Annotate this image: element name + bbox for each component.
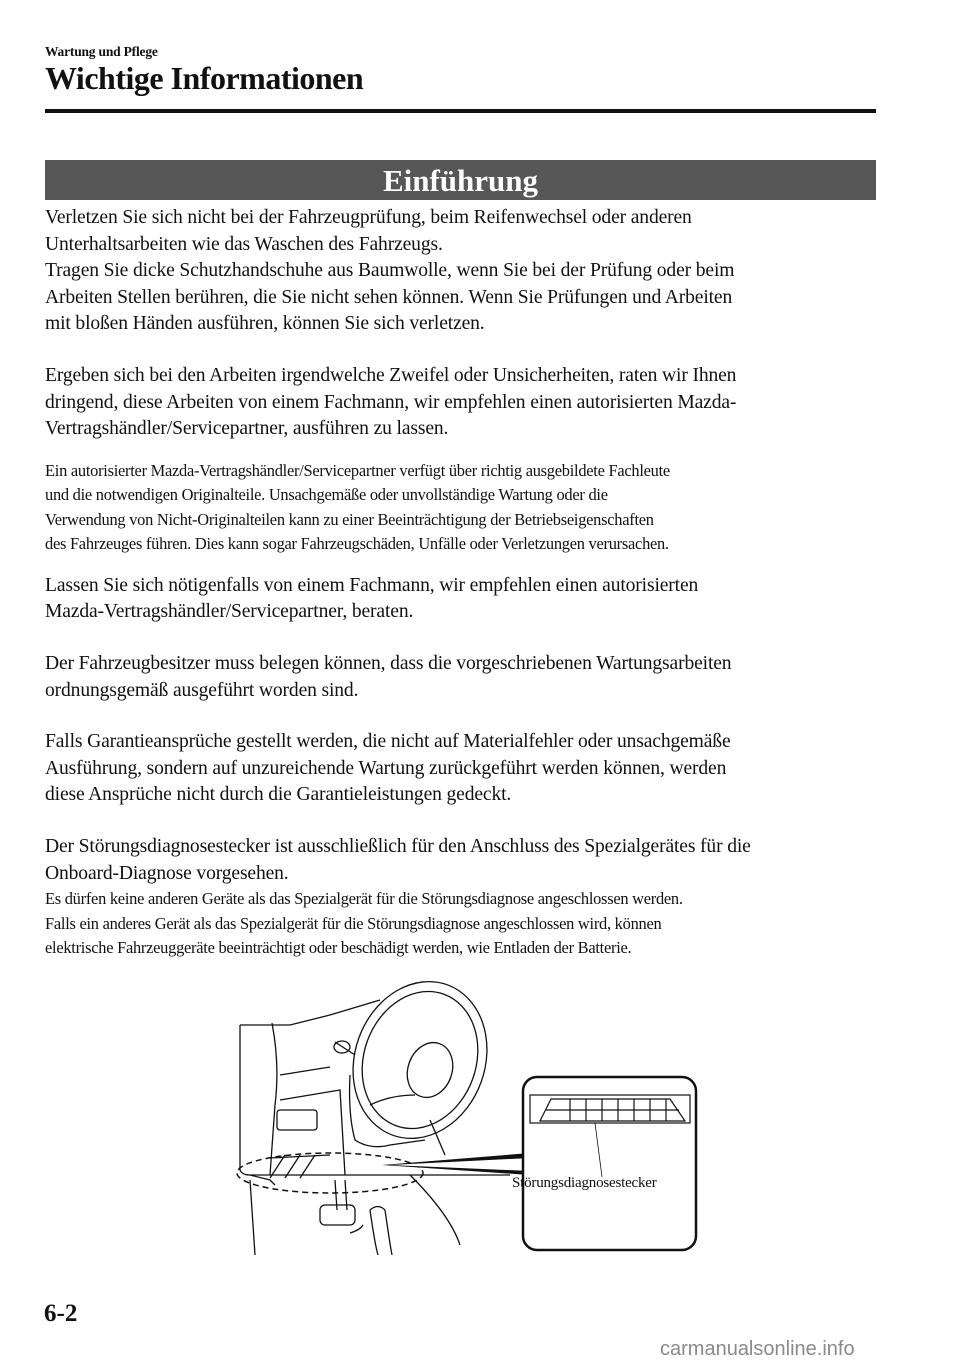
paragraph-diagnosis-connector: Der Störungsdiagnosestecker ist ausschließlich für den Anschluss des Spezialgerätes für die Onboard-Diagnose vorgesehen.	[45, 835, 751, 884]
page-title: Wichtige Informationen	[45, 60, 364, 96]
paragraph-dealer: Ein autorisierter Mazda-Vertragshändler/Servicepartner verfügt über richtig ausgebildete Fachleute und die notwendigen Originalteile. Unsachgemäße oder unvollständige Wartung oder die Verwendung von Nicht-Originalteilen kann zu einer Beeinträchtigung der Betriebseigenschaften des Fahrzeuges führen. Dies kann sogar Fahrzeugschäden, Unfälle oder Verletzungen verursachen.	[45, 460, 670, 554]
paragraph-doubts: Ergeben sich bei den Arbeiten irgendwelche Zweifel oder Unsicherheiten, raten wir Ihnen dringend, diese Arbeiten von einem Fachmann, wir empfehlen einen autorisierten Mazda- Vertragshändler/Servicepartner, ausführen zu lassen.	[45, 364, 737, 440]
paragraph-diagnosis-warning: Es dürfen keine anderen Geräte als das Spezialgerät für die Störungsdiagnose angeschlossen werden. Falls ein anderes Gerät als das Spezialgerät für die Störungsdiagnose angeschlossen wird, können elektrische Fahrzeuggeräte beeinträchtigt oder beschädigt werden, wie Entladen der Batterie.	[45, 889, 683, 958]
dashboard-illustration	[230, 975, 700, 1255]
body-text	[45, 205, 885, 961]
paragraph-advice: Lassen Sie sich nötigenfalls von einem Fachmann, wir empfehlen einen autorisierten Mazda-Vertragshändler/Servicepartner, beraten.	[45, 574, 699, 623]
paragraph-owner-proof: Der Fahrzeugbesitzer muss belegen können, dass die vorgeschriebenen Wartungsarbeiten ordnungsgemäß ausgeführt worden sind.	[45, 652, 732, 701]
section-label: Wartung und Pflege	[45, 44, 158, 59]
paragraph-injury: Verletzen Sie sich nicht bei der Fahrzeugprüfung, beim Reifenwechsel oder anderen Unterhaltsarbeiten wie das Waschen des Fahrzeugs. Tragen Sie dicke Schutzhandschuhe aus Baumwolle, wenn Sie bei der Prüfung oder beim Arbeiten Stellen berühren, die Sie nicht sehen können. Wenn Sie Prüfungen und Arbeiten mit bloßen Händen ausführen, können Sie sich verletzen.	[45, 207, 735, 335]
section-banner: Einführung	[45, 160, 876, 200]
callout-label: Störungsdiagnosestecker	[512, 1175, 657, 1191]
paragraph-warranty: Falls Garantieansprüche gestellt werden, die nicht auf Materialfehler oder unsachgemäße Ausführung, sondern auf unzureichende Wartung zurückgeführt werden können, werden diese Ansprüche nicht durch die Garantieleistungen gedeckt.	[45, 731, 731, 806]
page-number: 6-2	[44, 1300, 78, 1327]
watermark: carmanualsonline.info	[660, 1338, 855, 1360]
title-divider	[45, 109, 876, 113]
